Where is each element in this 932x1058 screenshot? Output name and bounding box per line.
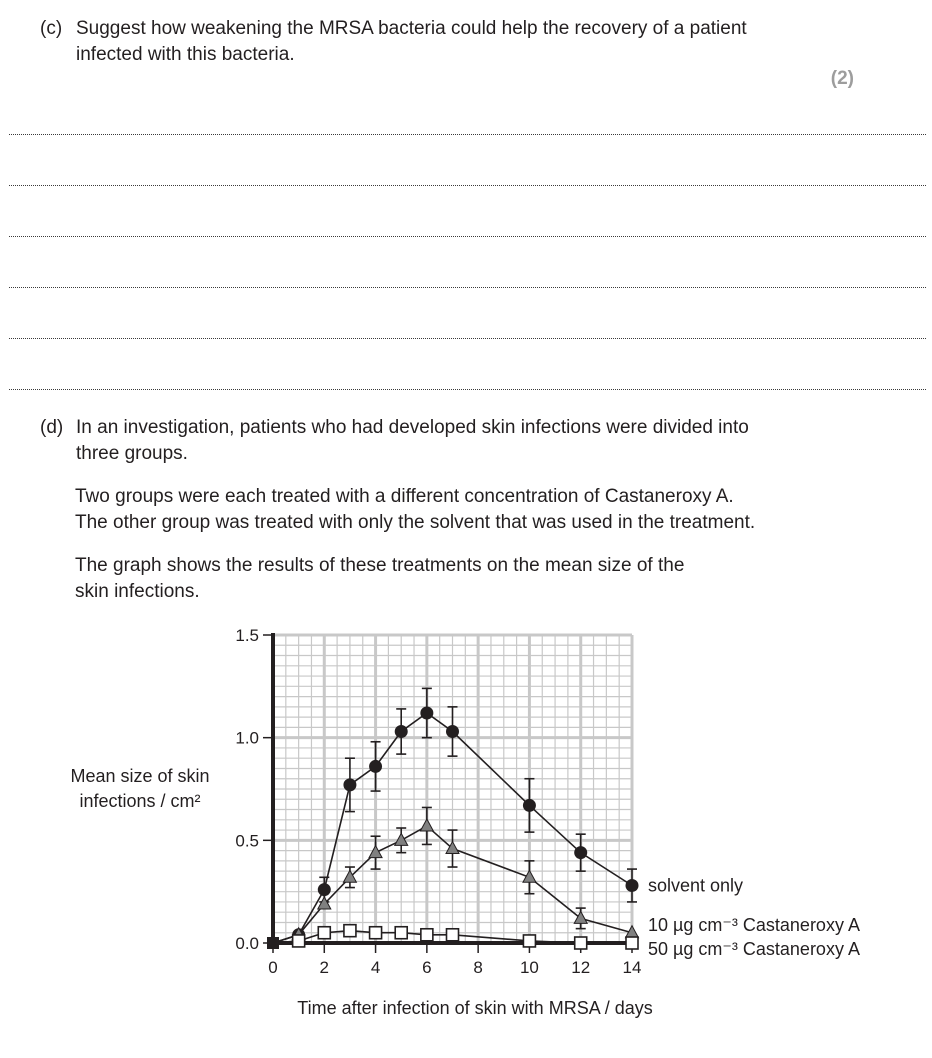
marks-indicator: (2) xyxy=(830,68,854,89)
x-axis-label: Time after infection of skin with MRSA / days xyxy=(297,998,653,1018)
x-tick-label: 10 xyxy=(519,958,539,977)
question-d-para1-line-1: In an investigation, patients who had developed skin infections were divided into xyxy=(76,417,749,438)
origin-point xyxy=(267,937,279,949)
y-tick-label: 1.5 xyxy=(235,626,259,645)
y-tick-label: 1.0 xyxy=(235,728,259,748)
legend-label-square: 50 µg cm⁻³ Castaneroxy A xyxy=(648,939,860,959)
question-d-para2-line-2: The other group was treated with only the solvent that was used in the treatment. xyxy=(75,512,756,533)
legend-label-circle: solvent only xyxy=(648,875,744,896)
data-point-triangle xyxy=(446,842,459,854)
x-tick-label: 4 xyxy=(370,958,381,977)
data-point-circle xyxy=(626,879,639,892)
x-tick-label: 6 xyxy=(422,958,432,977)
x-tick-label: 12 xyxy=(571,958,591,977)
x-tick-label: 2 xyxy=(319,958,330,977)
question-d-para3-line-2: skin infections. xyxy=(75,581,200,602)
y-tick-label: 0.0 xyxy=(235,934,259,953)
data-point-square xyxy=(523,935,535,947)
data-point-triangle xyxy=(420,819,433,831)
data-point-circle xyxy=(523,799,536,812)
data-point-circle xyxy=(395,725,408,738)
y-tick-label: 0.5 xyxy=(235,831,259,851)
data-point-square xyxy=(344,925,356,937)
y-axis-label-line-2: infections / cm² xyxy=(79,791,201,811)
question-c-line-2: infected with this bacteria. xyxy=(76,44,295,65)
question-d-para3-line-1: The graph shows the results of these treatments on the mean size of the xyxy=(75,555,685,576)
question-d-label: (d) xyxy=(40,417,64,438)
x-tick-label: 0 xyxy=(268,958,278,977)
data-point-square xyxy=(421,929,433,941)
data-point-square xyxy=(370,927,382,939)
question-c-label: (c) xyxy=(40,18,63,39)
legend-label-triangle: 10 µg cm⁻³ Castaneroxy A xyxy=(648,915,860,935)
grid xyxy=(273,635,632,943)
data-point-square xyxy=(626,937,638,949)
data-point-circle xyxy=(318,883,331,896)
question-d-para1-line-2: three groups. xyxy=(76,443,188,464)
data-point-square xyxy=(293,935,305,947)
question-c-line-1: Suggest how weakening the MRSA bacteria could help the recovery of a patient xyxy=(76,18,747,39)
data-point-square xyxy=(447,929,459,941)
data-point-circle xyxy=(574,846,587,859)
data-point-square xyxy=(395,927,407,939)
x-tick-label: 14 xyxy=(622,958,642,977)
data-point-square xyxy=(318,927,330,939)
data-point-square xyxy=(575,937,587,949)
data-point-circle xyxy=(446,725,459,738)
data-point-circle xyxy=(343,778,356,791)
data-point-triangle xyxy=(574,911,587,923)
data-point-circle xyxy=(420,707,433,720)
question-d-para2-line-1: Two groups were each treated with a different concentration of Castaneroxy A. xyxy=(75,486,734,507)
data-point-circle xyxy=(369,760,382,773)
x-tick-label: 8 xyxy=(473,958,483,977)
y-axis-label-line-1: Mean size of skin xyxy=(70,766,210,786)
data-point-triangle xyxy=(369,846,382,858)
